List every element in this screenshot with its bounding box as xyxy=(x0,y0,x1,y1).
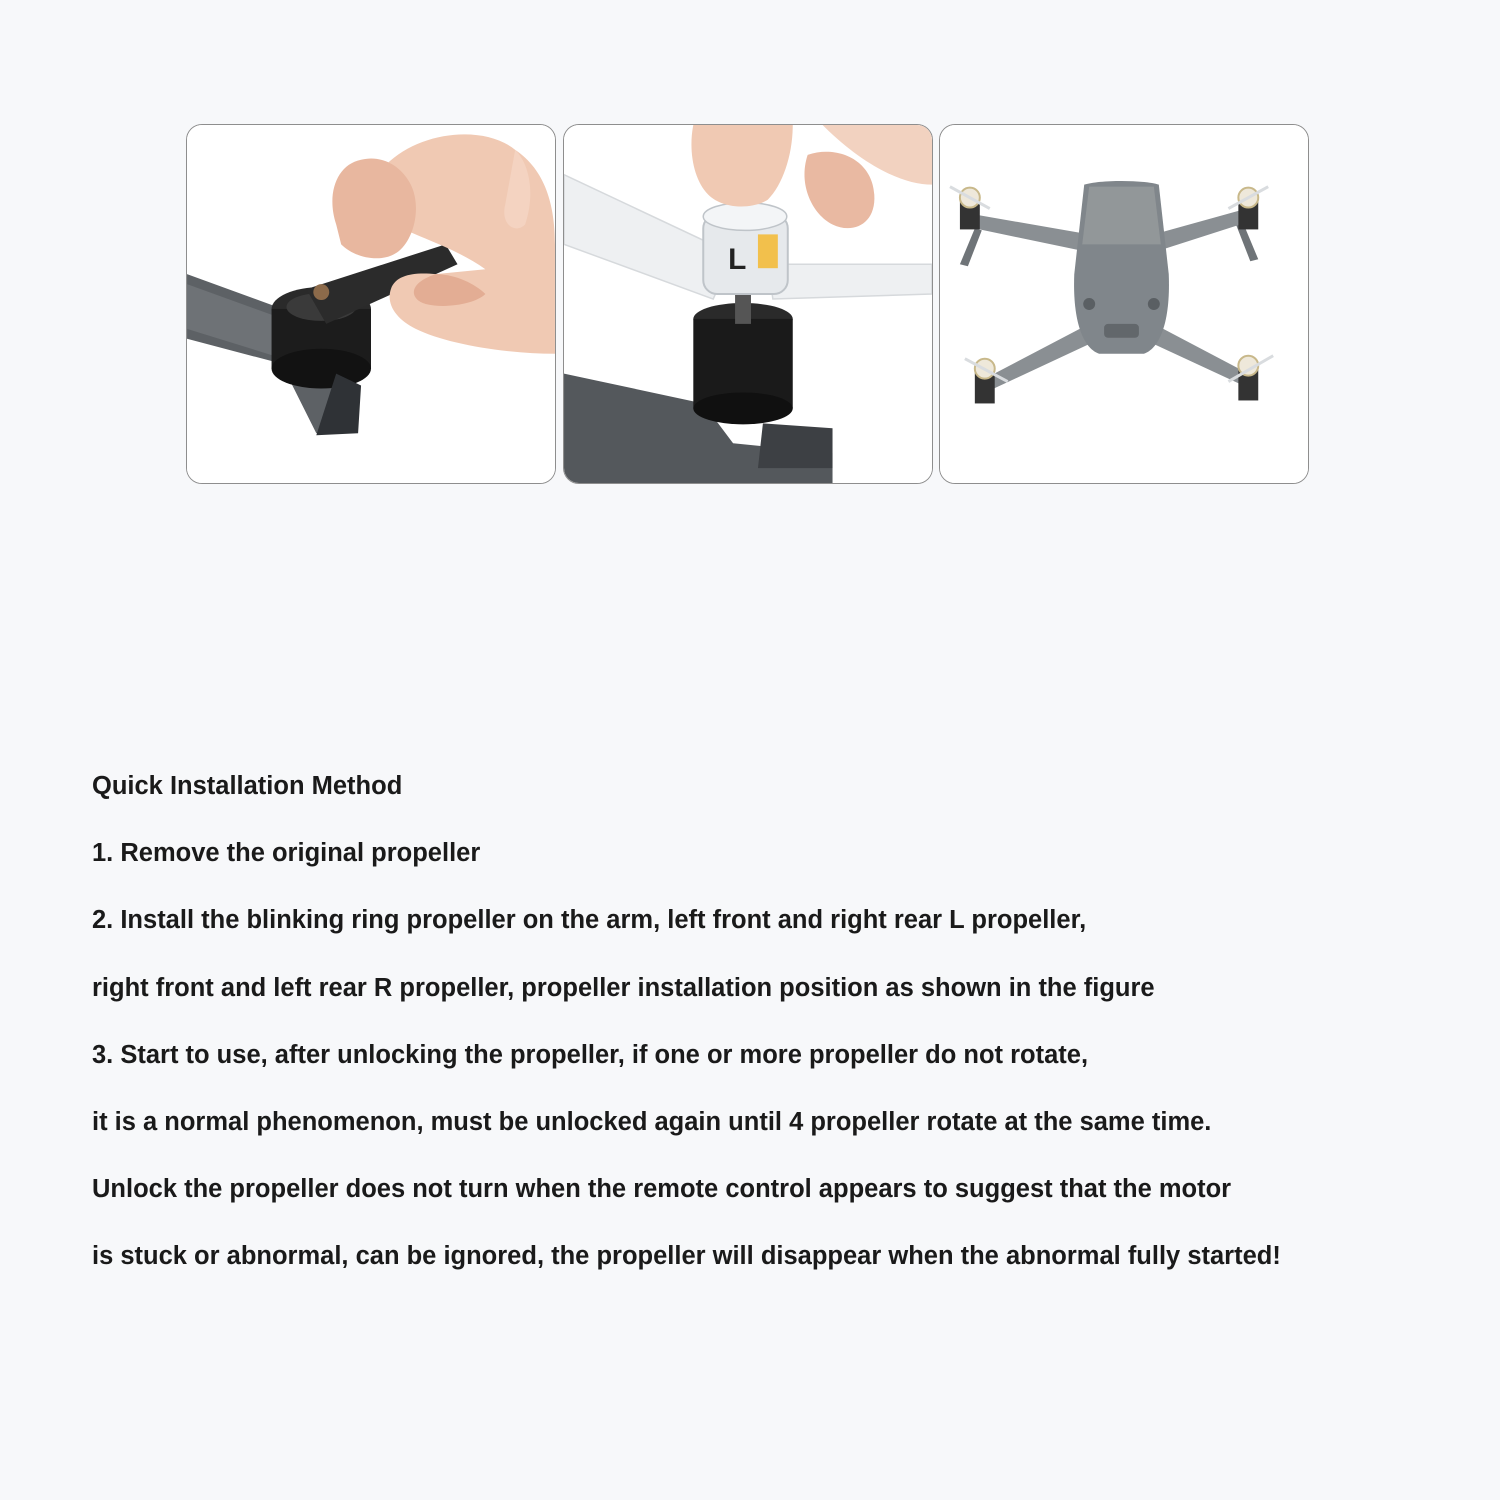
instruction-line: 3. Start to use, after unlocking the propeller, if one or more propeller do not rotate, xyxy=(92,1040,1089,1069)
instructions-heading: Quick Installation Method xyxy=(92,772,403,800)
photo-drone-top-view xyxy=(939,124,1309,484)
propeller-l-marking: L xyxy=(728,243,747,277)
hand-installing-led-propeller-photo xyxy=(564,125,932,483)
hand-removing-propeller-photo xyxy=(187,125,555,483)
instruction-line: 2. Install the blinking ring propeller on the arm, left front and right rear L propeller, xyxy=(92,906,1087,935)
instruction-line: right front and left rear R propeller, propeller installation position as shown in the figure xyxy=(92,973,1155,1002)
photo-remove-propeller xyxy=(186,124,556,484)
installation-instructions xyxy=(92,762,1482,1300)
instruction-line: Unlock the propeller does not turn when the remote control appears to suggest that the motor xyxy=(92,1175,1232,1204)
instruction-line: it is a normal phenomenon, must be unlocked again until 4 propeller rotate at the same time. xyxy=(92,1107,1212,1136)
instruction-line: is stuck or abnormal, can be ignored, the propeller will disappear when the abnormal fully started! xyxy=(92,1242,1281,1271)
photo-install-led-propeller xyxy=(563,124,933,484)
instruction-line: 1. Remove the original propeller xyxy=(92,839,481,868)
drone-with-led-propellers-photo xyxy=(940,125,1308,483)
